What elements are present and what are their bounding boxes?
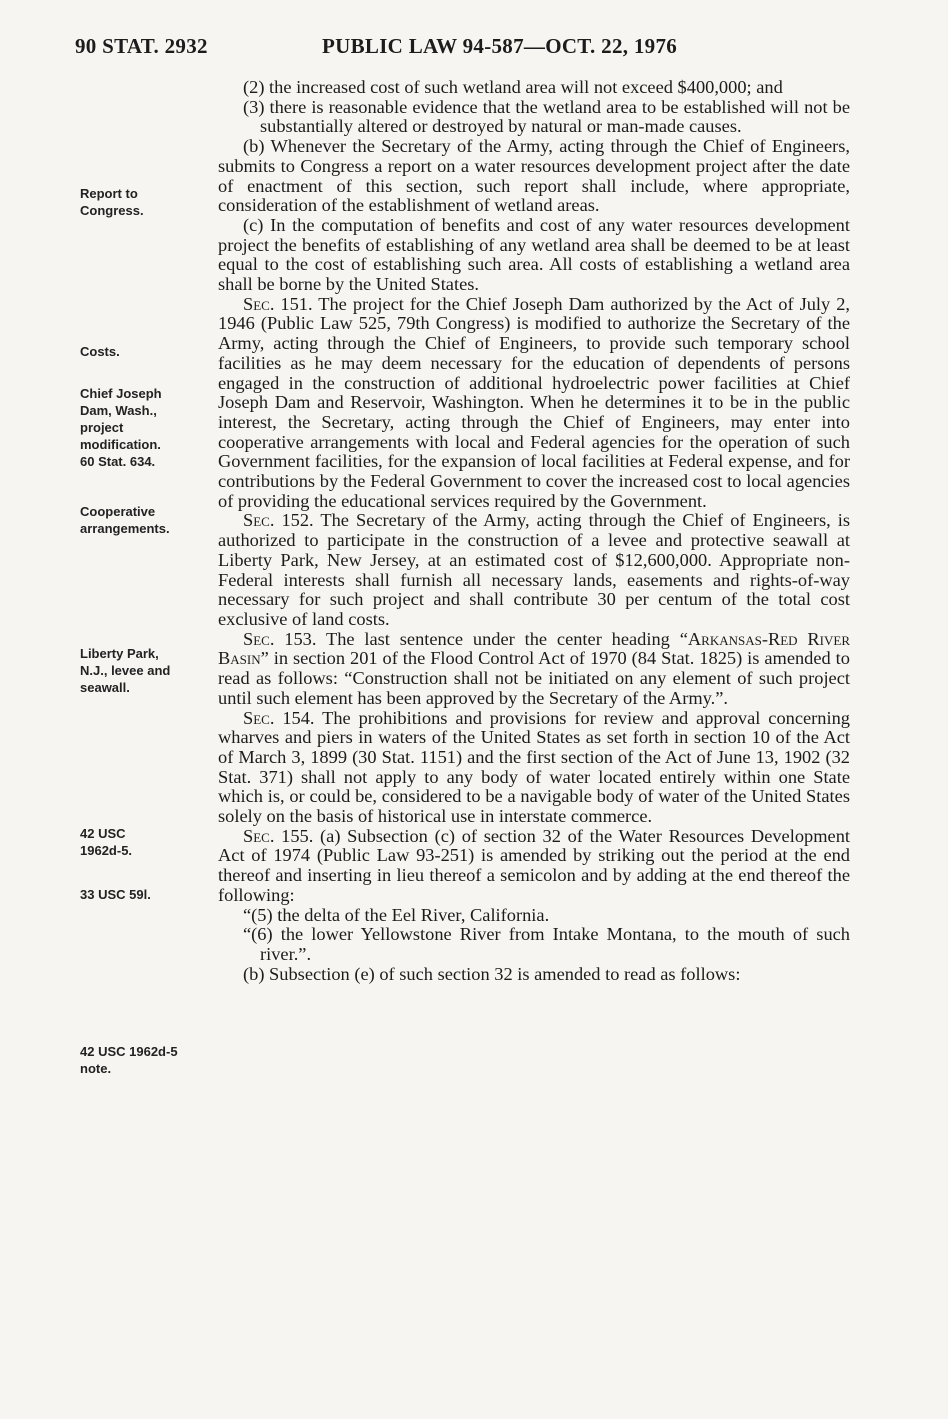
statute-text — [218, 78, 850, 984]
margin-note-report: Report to Congress. — [80, 186, 144, 218]
margin-note-42usc: 42 USC 1962d-5. — [80, 826, 133, 858]
margin-note-costs: Costs. — [80, 344, 120, 359]
section-153: Sec. 153. The last sentence under the center heading “Arkansas-Red River Basin” in section 201 of the Flood Control Act of 1970 (84 Stat. 1825) is amended to read as follows: “Construction shall not be initiated on any element of such project until such element has been approved by the Secretary of the Army.”. — [218, 628, 850, 708]
clause-2: (2) the increased cost of such wetland area will not exceed $400,000; and — [243, 77, 783, 97]
margin-note-33usc: 33 USC 59l. — [80, 887, 151, 902]
quoted-clause-6: “(6) the lower Yellowstone River from Intake Montana, to the mouth of such river.”. — [243, 924, 850, 964]
subsection-b-2: (b) Subsection (e) of such section 32 is amended to read as follows: — [243, 963, 741, 984]
subsection-c: (c) In the computation of benefits and cost of any water resources development project the benefits of establishing of any wetland area shall be deemed to be at least equal to the cost of establishing such area. All costs of establishing a wetland area shall be borne by the United States. — [218, 214, 850, 295]
subsection-b: (b) Whenever the Secretary of the Army, acting through the Chief of Engineers, submits to Congress a report on a water resources development project after the date of enactment of this section, such report shall include, where appropriate, consideration of the establishment of wetland areas. — [218, 136, 850, 216]
section-155: Sec. 155. (a) Subsection (c) of section 32 of the Water Resources Development Act of 1974 (Public Law 93-251) is amended by striking out the period at the end thereof and inserting in lieu thereof a semicolon and by adding at the end thereof the following: — [218, 825, 850, 905]
quoted-clause-5: “(5) the delta of the Eel River, California. — [243, 904, 550, 925]
page-title: PUBLIC LAW 94-587—OCT. 22, 1976 — [322, 34, 678, 58]
section-154: Sec. 154. The prohibitions and provisions for review and approval concerning wharves and piers in waters of the United States as set forth in section 10 of the Act of March 3, 1899 (30 Stat. 1151) and the first section of the Act of June 13, 1902 (32 Stat. 371) shall not apply to any body of water located entirely within one State which is, or could be, considered to be a navigable body of water of the United States solely on the basis of historical use in interstate commerce. — [218, 707, 850, 827]
page-reference: 90 STAT. 2932 — [75, 34, 208, 58]
section-151: Sec. 151. The project for the Chief Joseph Dam authorized by the Act of July 2, 1946 (Public Law 525, 79th Congress) is modified to authorize the Secretary of the Army, acting through the Chief of Engineers, to provide such temporary school facilities as he may deem necessary for the education of dependents of persons engaged in the construction of additional hydroelectric power facilities at Chief Joseph Dam and Reservoir, Washington. When he determines it to be in the public interest, the Secretary, acting through the Chief of Engineers, may enter into cooperative arrangements with local and Federal agencies for the operation of such Government facilities, for the expansion of local facilities at Federal expense, and for contributions by the Federal Government to cover the increased cost to local agencies of providing the educational services required by the Government. — [218, 293, 850, 511]
margin-note-liberty-park: Liberty Park, N.J., levee and seawall. — [80, 646, 171, 695]
margin-note-cooperative: Cooperative arrangements. — [80, 504, 170, 536]
clause-3: (3) there is reasonable evidence that the wetland area to be established will not be substantially altered or destroyed by natural or man-made causes. — [243, 96, 850, 137]
margin-note-chief-joseph: Chief Joseph Dam, Wash., project modification. 60 Stat. 634. — [80, 386, 162, 469]
margin-note-42usc-note: 42 USC 1962d-5 note. — [80, 1044, 178, 1076]
section-152: Sec. 152. The Secretary of the Army, acting through the Chief of Engineers, is authorized to participate in the construction of a levee and protective seawall at Liberty Park, New Jersey, at an estimated cost of $12,600,000. Appropriate non-Federal interests shall furnish all necessary lands, easements and rights-of-way necessary for such project and shall contribute 30 per centum of the total cost exclusive of land costs. — [218, 510, 850, 629]
